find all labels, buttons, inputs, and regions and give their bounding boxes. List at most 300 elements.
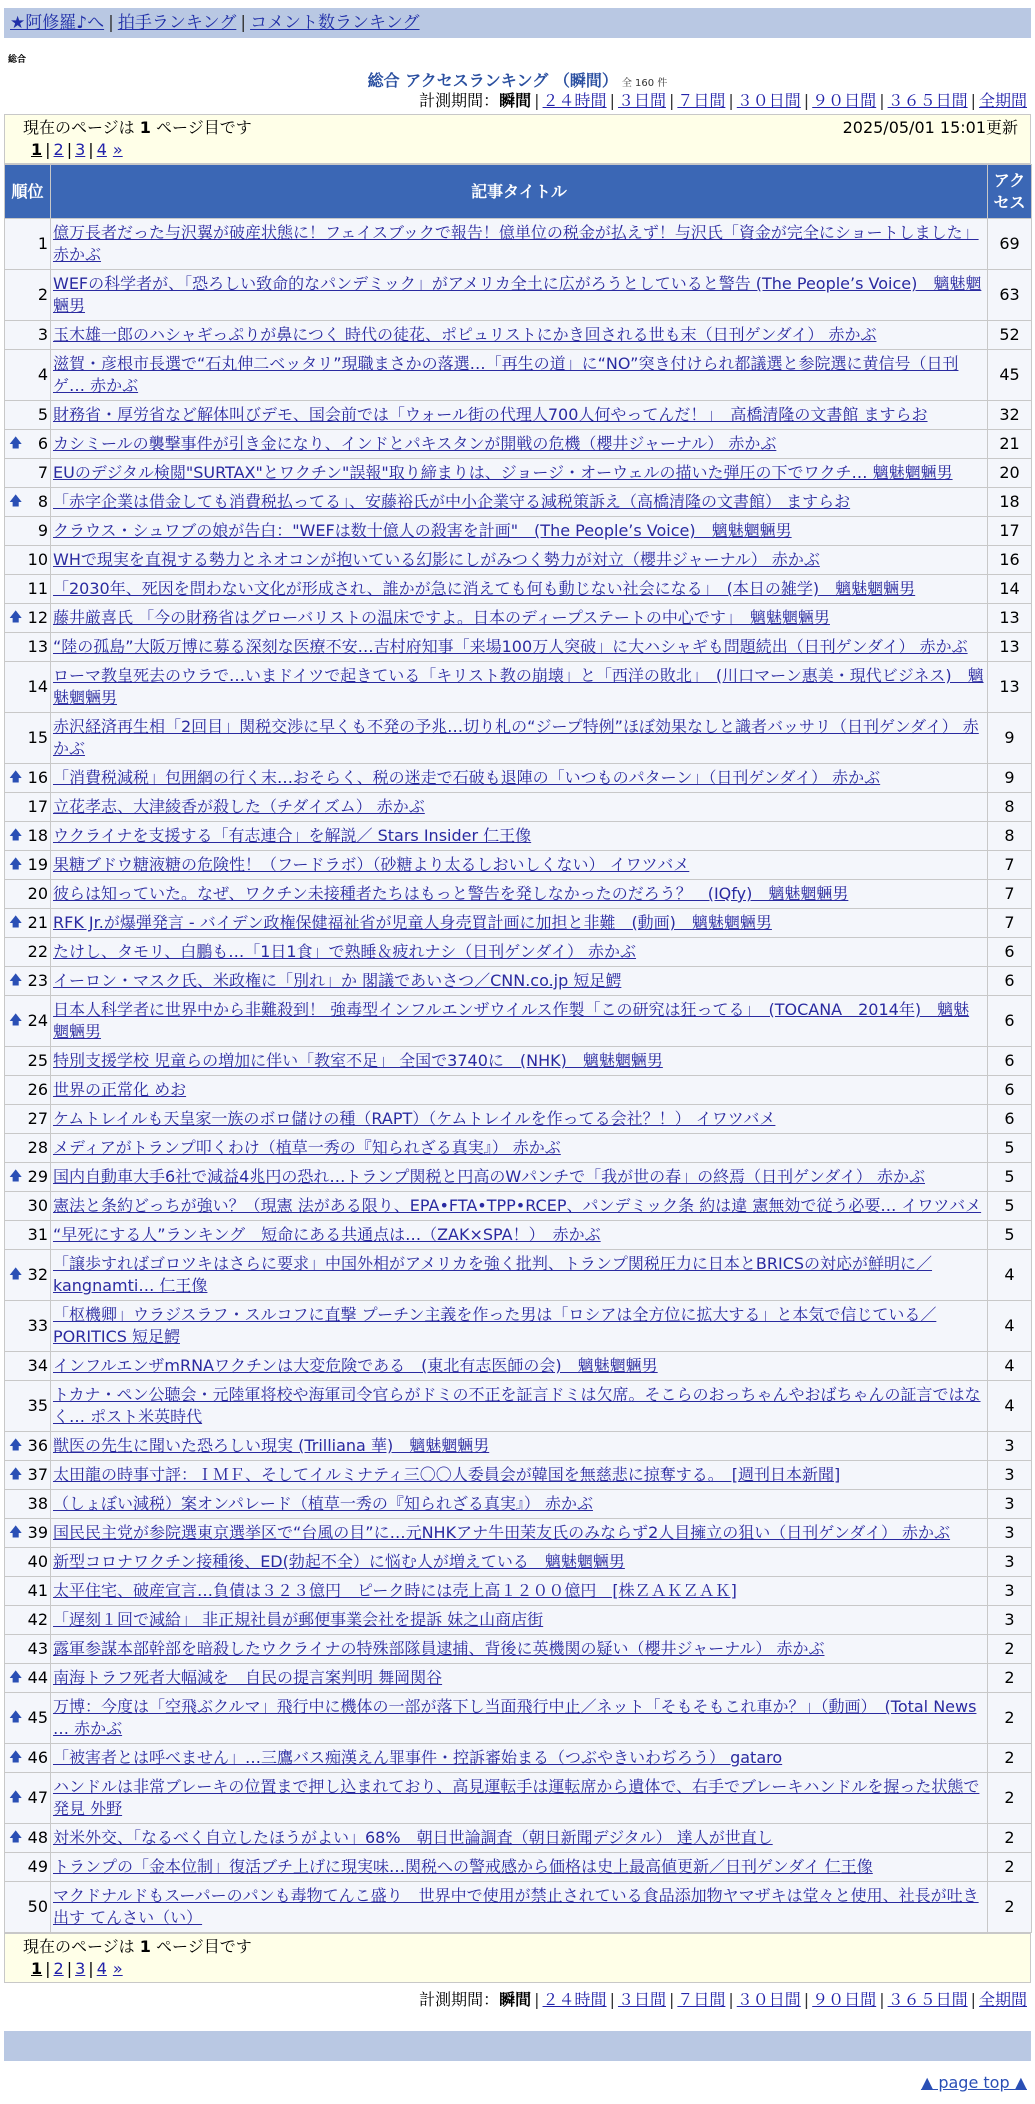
table-row <box>5 1134 1032 1163</box>
rank-number: 4 <box>37 365 48 384</box>
rank-cell <box>5 713 51 764</box>
up-arrow-icon: 🡅 <box>9 1013 23 1028</box>
access-count: 7 <box>988 851 1032 880</box>
rank-cell <box>5 401 51 430</box>
pager-page-link[interactable]: 2 <box>53 140 64 159</box>
top-navigation: ★阿修羅♪へ | 拍手ランキング | コメント数ランキング <box>4 8 1031 38</box>
table-row <box>5 822 1032 851</box>
pager-next-link[interactable]: » <box>112 140 123 159</box>
rank-number: 44 <box>27 1668 48 1687</box>
article-link[interactable]: 太田龍の時事寸評：ＩＭＦ、そしてイルミナティ三〇〇人委員会が韓国を無慈悲に掠奪する。 [週刊日本新聞] <box>53 1465 841 1484</box>
rank-number: 31 <box>27 1225 48 1244</box>
up-arrow-icon: 🡅 <box>9 828 23 843</box>
title-cell <box>51 633 988 662</box>
period-label: 計測期間： <box>419 91 500 110</box>
article-link[interactable]: 億万長者だった与沢翼が破産状態に！フェイスブックで報告！億単位の税金が払えず！与沢氏「資金が完全にショートしました」 赤かぶ <box>53 223 979 264</box>
up-arrow-icon: 🡅 <box>9 1169 23 1184</box>
pager-bottom-page-link[interactable]: 2 <box>53 1959 64 1978</box>
title-cell <box>51 1163 988 1192</box>
pager-bottom: 現在のページは 1 ページ目です 1 | 2 | 3 | 4 » <box>4 1933 1031 1983</box>
rank-cell <box>5 1882 51 1933</box>
table-row <box>5 1163 1032 1192</box>
period-link[interactable]: ３日間 <box>617 91 666 110</box>
title-cell <box>51 1221 988 1250</box>
period-selector-bottom: 計測期間：瞬間 | ２４時間 | ３日間 | ７日間 | ３０日間 | ９０日間 | ３６５日間 | 全期間 <box>419 1990 1027 2009</box>
rank-number: 27 <box>27 1109 48 1128</box>
rank-number: 6 <box>37 434 48 453</box>
column-header-title: 記事タイトル <box>51 165 988 219</box>
up-arrow-icon: 🡅 <box>9 1525 23 1540</box>
pager-bottom-page-info: 現在のページは 1 ページ目です <box>23 1937 252 1956</box>
article-link[interactable]: 彼らは知っていた。なぜ、ワクチン未接種者たちはもっと警告を発しなかったのだろう？ (IQfy) 魑魅魍魎男 <box>53 884 849 903</box>
rank-cell <box>5 1432 51 1461</box>
article-link[interactable]: RFK Jr.が爆弾発言 - バイデン政権保健福祉省が児童人身売買計画に加担と非難 (動画) 魑魅魍魎男 <box>53 913 772 932</box>
access-count: 21 <box>988 430 1032 459</box>
rank-cell <box>5 1163 51 1192</box>
access-count: 6 <box>988 1047 1032 1076</box>
table-row <box>5 575 1032 604</box>
article-link[interactable]: 南海トラフ死者大幅減を 自民の提言案判明 舞岡関谷 <box>53 1668 443 1687</box>
access-count: 6 <box>988 996 1032 1047</box>
table-row <box>5 909 1032 938</box>
table-row <box>5 1381 1032 1432</box>
article-link[interactable]: トランプの「金本位制」復活ブチ上げに現実味…関税への警戒感から価格は史上最高値更新／日刊ゲンダイ 仁王像 <box>53 1857 873 1876</box>
table-row <box>5 321 1032 350</box>
rank-cell <box>5 1461 51 1490</box>
rank-cell <box>5 1773 51 1824</box>
rank-cell <box>5 1824 51 1853</box>
access-count: 17 <box>988 517 1032 546</box>
table-row <box>5 1548 1032 1577</box>
up-arrow-icon: 🡅 <box>9 610 23 625</box>
period-bottom-link[interactable]: 全期間 <box>978 1990 1027 2009</box>
rank-number: 50 <box>27 1897 48 1916</box>
access-count: 14 <box>988 575 1032 604</box>
rank-number: 38 <box>27 1494 48 1513</box>
rank-number: 25 <box>27 1051 48 1070</box>
article-link[interactable]: クラウス・シュワブの娘が告白："WEFは数十億人の殺害を計画" (The People’s Voice) 魑魅魍魎男 <box>53 521 792 540</box>
article-link[interactable]: 「遅刻１回で減給」 非正規社員が郵便事業会社を提訴 妹之山商店街 <box>53 1610 544 1629</box>
up-arrow-icon: 🡅 <box>9 1670 23 1685</box>
access-count: 45 <box>988 350 1032 401</box>
rank-number: 46 <box>27 1748 48 1767</box>
access-count: 2 <box>988 1824 1032 1853</box>
title-cell <box>51 270 988 321</box>
table-row <box>5 938 1032 967</box>
rank-number: 14 <box>27 677 48 696</box>
rank-cell <box>5 1047 51 1076</box>
table-row <box>5 1773 1032 1824</box>
table-row <box>5 1635 1032 1664</box>
period-bottom-link[interactable]: ３日間 <box>617 1990 666 2009</box>
title-cell <box>51 1250 988 1301</box>
title-cell <box>51 219 988 270</box>
rank-number: 40 <box>27 1552 48 1571</box>
article-link[interactable]: 新型コロナワクチン接種後、ED(勃起不全）に悩む人が増えている 魑魅魍魎男 <box>53 1552 625 1571</box>
table-row <box>5 1882 1032 1933</box>
table-row <box>5 880 1032 909</box>
table-row <box>5 604 1032 633</box>
up-arrow-icon: 🡅 <box>9 915 23 930</box>
title-cell <box>51 662 988 713</box>
rank-number: 43 <box>27 1639 48 1658</box>
up-arrow-icon: 🡅 <box>9 770 23 785</box>
title-cell <box>51 1047 988 1076</box>
period-link[interactable]: ３０日間 <box>736 91 801 110</box>
table-row <box>5 1250 1032 1301</box>
rank-cell <box>5 764 51 793</box>
title-cell <box>51 1635 988 1664</box>
rank-number: 34 <box>27 1356 48 1375</box>
rank-number: 48 <box>27 1828 48 1847</box>
rank-cell <box>5 1853 51 1882</box>
pager-bottom-next-link[interactable]: » <box>112 1959 123 1978</box>
up-arrow-icon: 🡅 <box>9 973 23 988</box>
rank-number: 23 <box>27 971 48 990</box>
access-count: 9 <box>988 764 1032 793</box>
rank-number: 30 <box>27 1196 48 1215</box>
period-link[interactable]: 全期間 <box>978 91 1027 110</box>
article-link[interactable]: 国内自動車大手6社で減益4兆円の恐れ…トランプ関税と円高のWパンチで「我が世の春」の終焉（日刊ゲンダイ） 赤かぶ <box>53 1167 925 1186</box>
pager-bottom-current-page: 1 <box>31 1959 43 1978</box>
up-arrow-icon: 🡅 <box>9 857 23 872</box>
rank-cell <box>5 822 51 851</box>
rank-cell <box>5 1744 51 1773</box>
access-count: 5 <box>988 1221 1032 1250</box>
rank-number: 17 <box>27 797 48 816</box>
table-row <box>5 1076 1032 1105</box>
access-count: 5 <box>988 1134 1032 1163</box>
table-row <box>5 546 1032 575</box>
article-link[interactable]: 藤井厳喜氏 「今の財務省はグローバリストの温床ですよ。日本のディープステートの中心です」 魑魅魍魎男 <box>53 608 830 627</box>
table-row <box>5 1693 1032 1744</box>
title-cell <box>51 793 988 822</box>
title-cell <box>51 1773 988 1824</box>
rank-cell <box>5 1134 51 1163</box>
title-cell <box>51 764 988 793</box>
table-row <box>5 219 1032 270</box>
rank-number: 28 <box>27 1138 48 1157</box>
article-link[interactable]: WHで現実を直視する勢力とネオコンが抱いている幻影にしがみつく勢力が対立（櫻井ジャーナル） 赤かぶ <box>53 550 820 569</box>
access-count: 8 <box>988 793 1032 822</box>
up-arrow-icon: 🡅 <box>9 1438 23 1453</box>
period-bottom-link[interactable]: ３６５日間 <box>887 1990 968 2009</box>
article-link[interactable]: 「譲歩すればゴロツキはさらに要求」中国外相がアメリカを強く批判、トランプ関税圧力に日本とBRICSの対応が鮮明に／ kangnamti… 仁王像 <box>53 1254 933 1295</box>
table-row <box>5 1301 1032 1352</box>
period-bottom-link[interactable]: ３０日間 <box>736 1990 801 2009</box>
rank-number: 9 <box>37 521 48 540</box>
table-row <box>5 517 1032 546</box>
title-cell <box>51 1105 988 1134</box>
title-cell <box>51 321 988 350</box>
rank-number: 22 <box>27 942 48 961</box>
article-link[interactable]: 立花孝志、大津綾香が殺した（チダイズム） 赤かぶ <box>53 797 425 816</box>
access-count: 18 <box>988 488 1032 517</box>
access-count: 6 <box>988 967 1032 996</box>
rank-number: 5 <box>37 405 48 424</box>
article-link[interactable]: 獣医の先生に聞いた恐ろしい現実 (Trilliana 華) 魑魅魍魎男 <box>53 1436 490 1455</box>
article-link[interactable]: “早死にする人”ランキング 短命にある共通点は…（ZAK×SPA！） 赤かぶ <box>53 1225 601 1244</box>
table-row <box>5 1047 1032 1076</box>
pager-top: 現在のページは 1 ページ目です 2025/05/01 15:01更新 1 | 2 | 3 | 4 » <box>4 114 1031 164</box>
title-cell <box>51 575 988 604</box>
up-arrow-icon: 🡅 <box>9 1710 23 1725</box>
table-row <box>5 713 1032 764</box>
up-arrow-icon: 🡅 <box>9 1790 23 1805</box>
rank-cell <box>5 430 51 459</box>
title-cell <box>51 1744 988 1773</box>
article-link[interactable]: 「被害者とは呼べません」…三鷹バス痴漢えん罪事件・控訴審始まる（つぶやきいわぢろう） gataro <box>53 1748 783 1767</box>
access-count: 4 <box>988 1301 1032 1352</box>
access-count: 4 <box>988 1250 1032 1301</box>
table-row <box>5 996 1032 1047</box>
period-link[interactable]: ９０日間 <box>812 91 877 110</box>
article-link[interactable]: 財務省・厚労省など解体叫びデモ、国会前では「ウォール街の代理人700人何やってんだ！」 高橋清隆の文書館 ますらお <box>53 405 928 424</box>
title-cell <box>51 909 988 938</box>
table-row <box>5 270 1032 321</box>
article-link[interactable]: 露軍参謀本部幹部を暗殺したウクライナの特殊部隊員逮捕、背後に英機関の疑い（櫻井ジャーナル） 赤かぶ <box>53 1639 825 1658</box>
rank-cell <box>5 1606 51 1635</box>
title-cell <box>51 880 988 909</box>
article-link[interactable]: ウクライナを支援する「有志連合」を解説／ Stars Insider 仁王像 <box>53 826 532 845</box>
table-row <box>5 1606 1032 1635</box>
rank-cell <box>5 270 51 321</box>
rank-cell <box>5 604 51 633</box>
rank-cell <box>5 1105 51 1134</box>
title-cell <box>51 1461 988 1490</box>
pager-page-link[interactable]: 3 <box>75 140 86 159</box>
period-bottom-link[interactable]: ２４時間 <box>542 1990 607 2009</box>
table-row <box>5 1664 1032 1693</box>
article-link[interactable]: 玉木雄一郎のハシャギっぷりが鼻につく 時代の徒花、ポピュリストにかき回される世も末（日刊ゲンダイ） 赤かぶ <box>53 325 877 344</box>
rank-cell <box>5 1577 51 1606</box>
access-count: 6 <box>988 938 1032 967</box>
title-cell <box>51 1134 988 1163</box>
table-row <box>5 1824 1032 1853</box>
pager-page-link[interactable]: 4 <box>96 140 107 159</box>
access-count: 6 <box>988 1076 1032 1105</box>
access-count: 13 <box>988 662 1032 713</box>
rank-number: 37 <box>27 1465 48 1484</box>
title-cell <box>51 822 988 851</box>
rank-cell <box>5 575 51 604</box>
access-count: 2 <box>988 1773 1032 1824</box>
rank-number: 47 <box>27 1788 48 1807</box>
period-link[interactable]: ７日間 <box>677 91 726 110</box>
article-link[interactable]: 果糖ブドウ糖液糖の危険性！（フードラボ）（砂糖より太るしおいしくない） イワツバメ <box>53 855 690 874</box>
table-row <box>5 1577 1032 1606</box>
access-count: 2 <box>988 1744 1032 1773</box>
period-link[interactable]: ３６５日間 <box>887 91 968 110</box>
up-arrow-icon: 🡅 <box>9 436 23 451</box>
nav-link-comment-ranking[interactable]: コメント数ランキング <box>250 13 420 33</box>
rank-number: 12 <box>27 608 48 627</box>
table-row <box>5 1519 1032 1548</box>
access-count: 3 <box>988 1548 1032 1577</box>
rank-cell <box>5 321 51 350</box>
rank-number: 24 <box>27 1011 48 1030</box>
access-count: 4 <box>988 1352 1032 1381</box>
title-cell <box>51 350 988 401</box>
rank-number: 2 <box>37 285 48 304</box>
updated-time: 2025/05/01 15:01更新 <box>842 118 1018 137</box>
article-link[interactable]: 「赤字企業は借金しても消費税払ってる」、安藤裕氏が中小企業守る減税策訴え（高橋清隆の文書館） ますらお <box>53 492 851 511</box>
rank-number: 13 <box>27 637 48 656</box>
title-cell <box>51 401 988 430</box>
access-count: 4 <box>988 1381 1032 1432</box>
period-bottom-link[interactable]: ９０日間 <box>812 1990 877 2009</box>
article-link[interactable]: マクドナルドもスーパーのパンも毒物てんこ盛り 世界中で使用が禁止されている食品添加物ヤマザキは堂々と使用、社長が吐き出す てんさい（い） <box>53 1886 979 1927</box>
article-link[interactable]: 「消費税減税」包囲網の行く末…おそらく、税の迷走で石破も退陣の「いつものパターン」（日刊ゲンダイ） 赤かぶ <box>53 768 881 787</box>
title-cell <box>51 1824 988 1853</box>
article-link[interactable]: たけし、タモリ、白鵬も…「1日1食」で熟睡＆疲れナシ（日刊ゲンダイ） 赤かぶ <box>53 942 637 961</box>
table-row <box>5 967 1032 996</box>
rank-cell <box>5 1352 51 1381</box>
article-link[interactable]: インフルエンザmRNAワクチンは大変危険である (東北有志医師の会) 魑魅魍魎男 <box>53 1356 658 1375</box>
access-count: 32 <box>988 401 1032 430</box>
rank-number: 36 <box>27 1436 48 1455</box>
period-link[interactable]: ２４時間 <box>542 91 607 110</box>
up-arrow-icon: 🡅 <box>9 1267 23 1282</box>
title-cell <box>51 713 988 764</box>
access-count: 2 <box>988 1882 1032 1933</box>
title-cell <box>51 1381 988 1432</box>
access-count: 63 <box>988 270 1032 321</box>
title-cell <box>51 938 988 967</box>
access-count: 3 <box>988 1577 1032 1606</box>
column-header-access: アクセス <box>988 165 1032 219</box>
access-count: 5 <box>988 1192 1032 1221</box>
article-link[interactable]: “陸の孤島”大阪万博に募る深刻な医療不安…吉村府知事「来場100万人突破」に大ハシャギも問題続出（日刊ゲンダイ） 赤かぶ <box>53 637 968 656</box>
access-count: 9 <box>988 713 1032 764</box>
rank-number: 15 <box>27 728 48 747</box>
period-bottom-current: 瞬間 <box>499 1990 532 2009</box>
article-link[interactable]: 「枢機卿」ウラジスラフ・スルコフに直撃 プーチン主義を作った男は「ロシアは全方位に拡大する」と本気で信じている／ PORITICS 短足鰐 <box>53 1305 937 1346</box>
title-cell <box>51 1301 988 1352</box>
article-link[interactable]: カシミールの襲撃事件が引き金になり、インドとパキスタンが開戦の危機（櫻井ジャーナル） 赤かぶ <box>53 434 777 453</box>
article-link[interactable]: ケムトレイルも天皇家一族のボロ儲けの種（RAPT）（ケムトレイルを作ってる会社？！） イワツバメ <box>53 1109 776 1128</box>
access-count: 2 <box>988 1664 1032 1693</box>
table-row <box>5 633 1032 662</box>
article-link[interactable]: メディアがトランプ叩くわけ（植草一秀の『知られざる真実』） 赤かぶ <box>53 1138 561 1157</box>
access-count: 52 <box>988 321 1032 350</box>
rank-number: 3 <box>37 325 48 344</box>
title-cell <box>51 517 988 546</box>
rank-cell <box>5 546 51 575</box>
access-count: 3 <box>988 1490 1032 1519</box>
table-row <box>5 1105 1032 1134</box>
article-link[interactable]: （しょぼい減税）案オンパレード（植草一秀の『知られざる真実』） 赤かぶ <box>53 1494 593 1513</box>
period-current: 瞬間 <box>499 91 532 110</box>
rank-cell <box>5 1635 51 1664</box>
nav-link-asyura[interactable]: ★阿修羅♪へ <box>10 13 105 33</box>
rank-cell <box>5 793 51 822</box>
access-count: 3 <box>988 1461 1032 1490</box>
access-count: 16 <box>988 546 1032 575</box>
rank-cell <box>5 1548 51 1577</box>
article-link[interactable]: 特別支援学校 児童らの増加に伴い「教室不足」 全国で3740に (NHK) 魑魅魍魎男 <box>53 1051 663 1070</box>
rank-cell <box>5 633 51 662</box>
pager-bottom-page-link[interactable]: 4 <box>96 1959 107 1978</box>
article-link[interactable]: 万博：今度は「空飛ぶクルマ」飛行中に機体の一部が落下し当面飛行中止／ネット「そもそもこれ車か？」（動画） (Total News … 赤かぶ <box>53 1697 977 1738</box>
article-link[interactable]: 日本人科学者に世界中から非難殺到！ 強毒型インフルエンザウイルス作製「この研究は狂ってる」 (TOCANA 2014年) 魑魅魍魎男 <box>53 1000 970 1041</box>
access-count: 7 <box>988 880 1032 909</box>
table-row <box>5 1192 1032 1221</box>
period-bottom-link[interactable]: ７日間 <box>677 1990 726 2009</box>
rank-cell <box>5 517 51 546</box>
access-count: 2 <box>988 1635 1032 1664</box>
title-cell <box>51 967 988 996</box>
category-label: 総合 <box>8 55 27 65</box>
rank-cell <box>5 662 51 713</box>
rank-cell <box>5 1192 51 1221</box>
nav-link-clap-ranking[interactable]: 拍手ランキング <box>117 13 237 33</box>
access-count: 69 <box>988 219 1032 270</box>
article-link[interactable]: 赤沢経済再生相「2回目」関税交渉に早くも不発の予兆…切り札の“ジープ特例”ほぼ効果なしと識者バッサリ（日刊ゲンダイ） 赤かぶ <box>53 717 979 758</box>
rank-number: 10 <box>27 550 48 569</box>
pager-bottom-page-link[interactable]: 3 <box>75 1959 86 1978</box>
table-row <box>5 1352 1032 1381</box>
article-link[interactable]: 滋賀・彦根市長選で“石丸伸二ベッタリ”現職まさかの落選…「再生の道」に“NO”突き付けられ都議選と参院選に黄信号（日刊ゲ… 赤かぶ <box>53 354 959 395</box>
article-link[interactable]: イーロン・マスク氏、米政権に「別れ」か 閣議であいさつ／CNN.co.jp 短足鰐 <box>53 971 622 990</box>
article-link[interactable]: WEFの科学者が、「恐ろしい致命的なパンデミック」がアメリカ全土に広がろうとしていると警告 (The People’s Voice) 魑魅魍魎男 <box>53 274 982 315</box>
rank-number: 39 <box>27 1523 48 1542</box>
rank-cell <box>5 1221 51 1250</box>
rank-cell <box>5 488 51 517</box>
table-row <box>5 1221 1032 1250</box>
access-count: 13 <box>988 633 1032 662</box>
rank-number: 33 <box>27 1316 48 1335</box>
up-arrow-icon: 🡅 <box>9 1467 23 1482</box>
access-count: 3 <box>988 1432 1032 1461</box>
article-link[interactable]: EUのデジタル検閲"SURTAX"とワクチン"誤報"取り締まりは、ジョージ・オーウェルの描いた弾圧の下でワクチ… 魑魅魍魎男 <box>53 463 953 482</box>
page-top-link[interactable]: ▲ page top ▲ <box>920 2073 1027 2092</box>
title-cell <box>51 459 988 488</box>
article-link[interactable]: 憲法と条約どっちが強い？（現憲 法がある限り、EPA•FTA•TPP•RCEP、パンデミック条 約は違 憲無効で従う必要… イワツバメ <box>53 1196 982 1215</box>
rank-cell <box>5 996 51 1047</box>
article-link[interactable]: ハンドルは非常ブレーキの位置まで押し込まれており、高見運転手は運転席から遺体で、右手でブレーキハンドルを握った状態で発見 外野 <box>53 1777 980 1818</box>
article-link[interactable]: ローマ教皇死去のウラで…いまドイツで起きている「キリスト教の崩壊」と「西洋の敗北」 (川口マーン惠美・現代ビジネス) 魑魅魍魎男 <box>53 666 984 707</box>
article-link[interactable]: トカナ・ペン公聴会・元陸軍将校や海軍司令官らがドミの不正を証言ドミは欠席。そこらのおっちゃんやおばちゃんの証言ではなく… ポスト米英時代 <box>53 1385 981 1426</box>
title-cell <box>51 1519 988 1548</box>
page-title <box>4 68 1031 90</box>
rank-cell <box>5 1250 51 1301</box>
rank-cell <box>5 967 51 996</box>
table-row <box>5 488 1032 517</box>
pager-page-info: 現在のページは 1 ページ目です <box>23 118 252 137</box>
article-link[interactable]: 国民民主党が参院選東京選挙区で“台風の目”に…元NHKアナ牛田茉友氏のみならず2人目擁立の狙い（日刊ゲンダイ） 赤かぶ <box>53 1523 951 1542</box>
period-selector-top: 計測期間：瞬間 | ２４時間 | ３日間 | ７日間 | ３０日間 | ９０日間 | ３６５日間 | 全期間 <box>419 91 1027 110</box>
rank-number: 8 <box>37 492 48 511</box>
article-link[interactable]: 世界の正常化 めお <box>53 1080 187 1099</box>
rank-number: 11 <box>27 579 48 598</box>
article-link[interactable]: 対米外交、「なるべく自立したほうがよい」68% 朝日世論調査（朝日新聞デジタル） 達人が世直し <box>53 1828 773 1847</box>
title-cell <box>51 546 988 575</box>
title-cell <box>51 1352 988 1381</box>
up-arrow-icon: 🡅 <box>9 494 23 509</box>
title-cell <box>51 1693 988 1744</box>
article-link[interactable]: 「2030年、死因を問わない文化が形成され、誰かが急に消えても何も動じない社会になる」 (本日の雑学) 魑魅魍魎男 <box>53 579 916 598</box>
table-header-row <box>5 165 1032 219</box>
access-count: 20 <box>988 459 1032 488</box>
rank-number: 7 <box>37 463 48 482</box>
article-link[interactable]: 太平住宅、破産宣言…負債は３２３億円 ピーク時には売上高１２００億円 [株ＺＡＫＺＡＫ] <box>53 1581 737 1600</box>
rank-number: 32 <box>27 1265 48 1284</box>
access-count: 3 <box>988 1519 1032 1548</box>
table-row <box>5 1853 1032 1882</box>
title-cell <box>51 604 988 633</box>
title-cell <box>51 1577 988 1606</box>
